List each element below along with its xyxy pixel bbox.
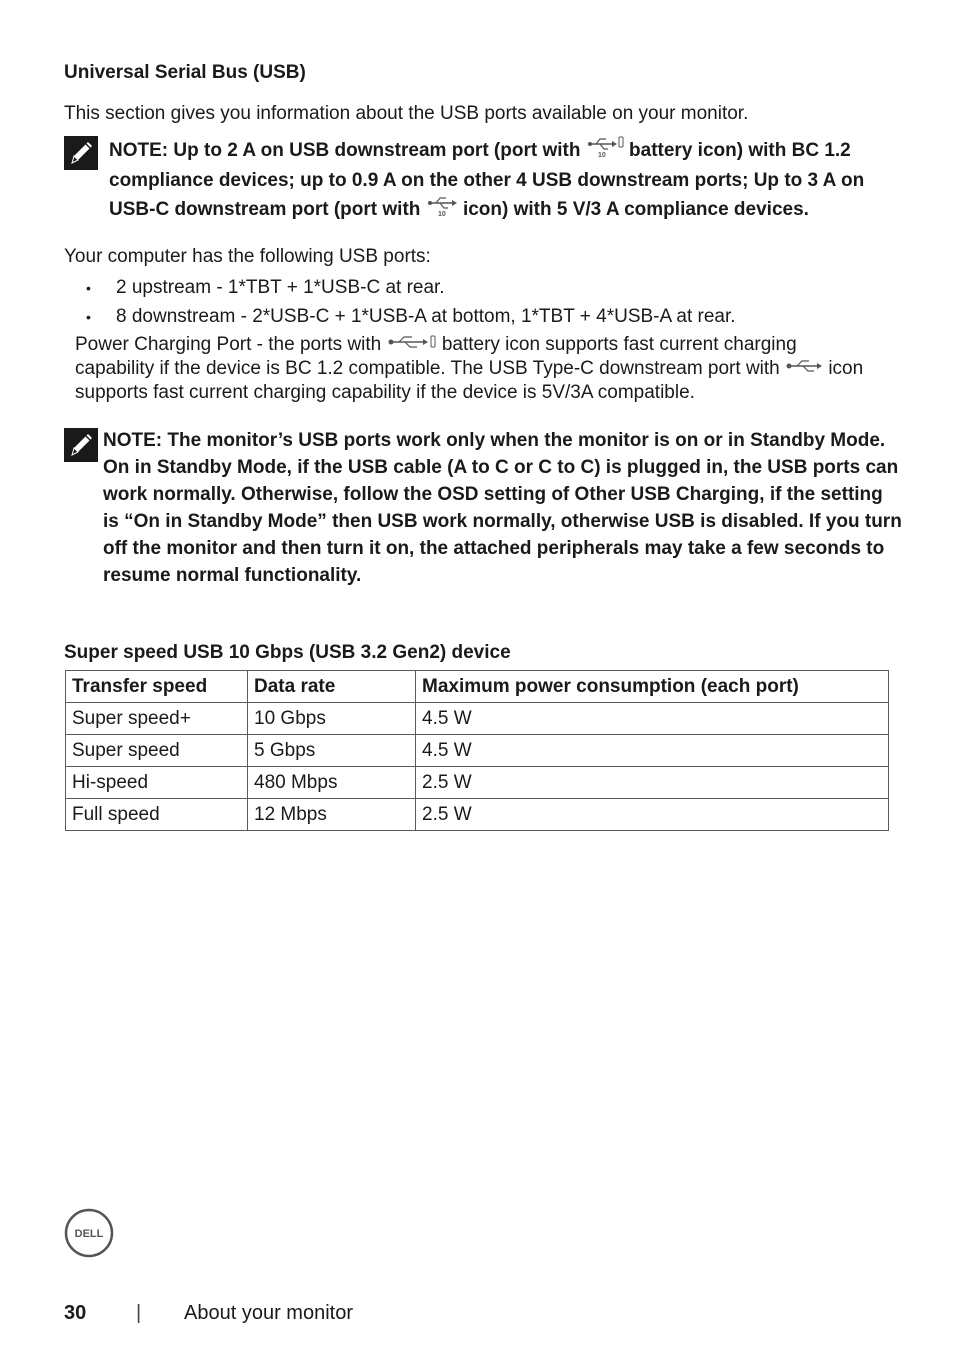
- header-transfer-speed: Transfer speed: [66, 671, 248, 703]
- cell-data-rate: 10 Gbps: [248, 703, 416, 735]
- cell-max-power: 2.5 W: [416, 767, 889, 799]
- svg-text:10: 10: [437, 211, 446, 218]
- note-usb-standby: NOTE: The monitor’s USB ports work only when the monitor is on or in Standby Mode. On in Standby Mode, if the USB cable (A to C or C to C) is plugged in, the USB ports can work normally. Otherwise, follow the OSD setting of Other USB Charging, if the setting is “On in Standby Mode” then USB work normally, otherwise USB is disabled. If you turn off the monitor and then turn it on, the attached peripherals may take a few seconds to resume normal functionality.: [103, 430, 902, 586]
- header-max-power: Maximum power consumption (each port): [416, 671, 889, 703]
- cell-max-power: 4.5 W: [416, 735, 889, 767]
- chapter-title: About your monitor: [184, 1302, 353, 1324]
- list-item: • 8 downstream - 2*USB-C + 1*USB-A at bottom, 1*TBT + 4*USB-A at rear.: [86, 306, 736, 327]
- table-row: [66, 703, 889, 735]
- cell-transfer-speed: Hi-speed: [66, 767, 248, 799]
- cell-max-power: 2.5 W: [416, 799, 889, 831]
- table-title: Super speed USB 10 Gbps (USB 3.2 Gen2) device: [64, 642, 511, 663]
- table-header-row: [66, 671, 889, 703]
- list-item: • 2 upstream - 1*TBT + 1*USB-C at rear.: [86, 277, 445, 298]
- usb-battery-icon: [586, 135, 624, 167]
- note1-text-part2: battery icon) with BC 1.2 compliance devices; up to 0.9 A on the other 4 USB downstream ports; Up to 3 A on USB-C downstream port (port with: [109, 140, 865, 221]
- header-data-rate: Data rate: [248, 671, 416, 703]
- usb-icon: [426, 194, 458, 226]
- svg-text:DELL: DELL: [74, 1228, 104, 1240]
- table-row: [66, 735, 889, 767]
- pencil-note-icon: [64, 428, 98, 462]
- ports-intro: Your computer has the following USB ports:: [64, 246, 431, 267]
- cell-data-rate: 480 Mbps: [248, 767, 416, 799]
- table-row: [66, 799, 889, 831]
- cell-data-rate: 5 Gbps: [248, 735, 416, 767]
- usb-battery-icon: [387, 333, 437, 357]
- note1-text-part3: icon) with 5 V/3 A compliance devices.: [462, 199, 809, 221]
- cell-max-power: 4.5 W: [416, 703, 889, 735]
- cell-data-rate: 12 Mbps: [248, 799, 416, 831]
- section-title: Universal Serial Bus (USB): [64, 62, 306, 83]
- power-charging-paragraph: Power Charging Port - the ports with battery icon supports fast current charging capability if the device is BC 1.2 compatible. The USB Type-C downstream port with icon supports fast current charging capability if the device is 5V/3A compatible.: [75, 334, 864, 403]
- cell-transfer-speed: Full speed: [66, 799, 248, 831]
- note-usb-power: [109, 135, 899, 226]
- cell-transfer-speed: Super speed: [66, 735, 248, 767]
- usb-speed-table: [65, 670, 889, 831]
- note1-text-part1: NOTE: Up to 2 A on USB downstream port (port with: [109, 140, 581, 162]
- table-row: [66, 767, 889, 799]
- section-intro: This section gives you information about the USB ports available on your monitor.: [64, 103, 749, 124]
- cell-transfer-speed: Super speed+: [66, 703, 248, 735]
- footer-separator: |: [136, 1302, 142, 1324]
- svg-text:10: 10: [597, 152, 606, 159]
- ports-list: [86, 275, 736, 333]
- pencil-note-icon: [64, 136, 98, 170]
- page-number: 30: [64, 1302, 87, 1324]
- dell-logo: [64, 1208, 114, 1258]
- usb-icon: [785, 357, 823, 381]
